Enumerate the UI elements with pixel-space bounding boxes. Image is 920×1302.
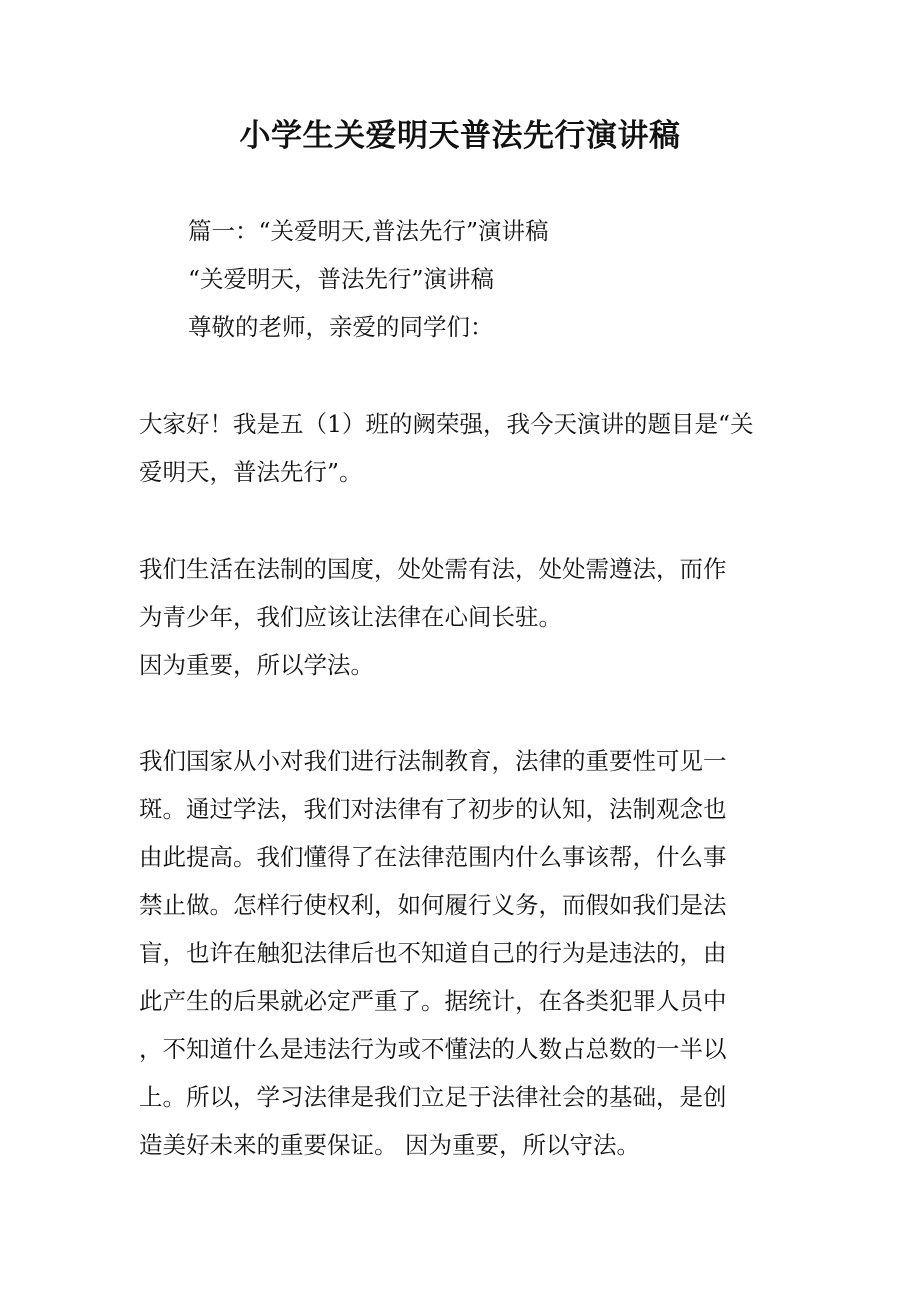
heading-line-salutation: 尊敬的老师，亲爱的同学们：	[188, 313, 494, 341]
paragraph1-line: 爱明天，普法先行”。	[139, 458, 363, 486]
paragraph3-line: ，不知道什么是违法行为或不懂法的人数占总数的一半以	[139, 1035, 727, 1063]
paragraph3-line: 造美好未来的重要保证。 因为重要，所以守法。	[139, 1131, 640, 1159]
heading-line-speech-title: “关爱明天，普法先行”演讲稿	[188, 265, 495, 293]
paragraph1-line: 大家好！我是五（1）班的阙荣强，我今天演讲的题目是“关	[139, 410, 754, 438]
paragraph2-line: 我们生活在法制的国度，处处需有法，处处需遵法，而作	[139, 555, 727, 583]
heading-line-section: 篇一：“关爱明天,普法先行”演讲稿	[188, 217, 549, 245]
paragraph2-line: 为青少年，我们应该让法律在心间长驻。	[139, 603, 562, 631]
paragraph2-line: 因为重要，所以学法。	[139, 651, 374, 679]
paragraph3-line: 我们国家从小对我们进行法制教育，法律的重要性可见一	[139, 747, 727, 775]
paragraph3-line: 此产生的后果就必定严重了。据统计，在各类犯罪人员中	[139, 987, 727, 1015]
paragraph3-line: 斑。通过学法，我们对法律有了初步的认知，法制观念也	[139, 795, 727, 823]
paragraph3-line: 上。所以，学习法律是我们立足于法律社会的基础，是创	[139, 1083, 727, 1111]
document-title: 小学生关爱明天普法先行演讲稿	[239, 118, 681, 154]
paragraph3-line: 禁止做。怎样行使权利，如何履行义务，而假如我们是法	[139, 891, 727, 919]
paragraph3-line: 由此提高。我们懂得了在法律范围内什么事该帮，什么事	[139, 843, 727, 871]
paragraph3-line: 盲，也许在触犯法律后也不知道自己的行为是违法的，由	[139, 939, 727, 967]
